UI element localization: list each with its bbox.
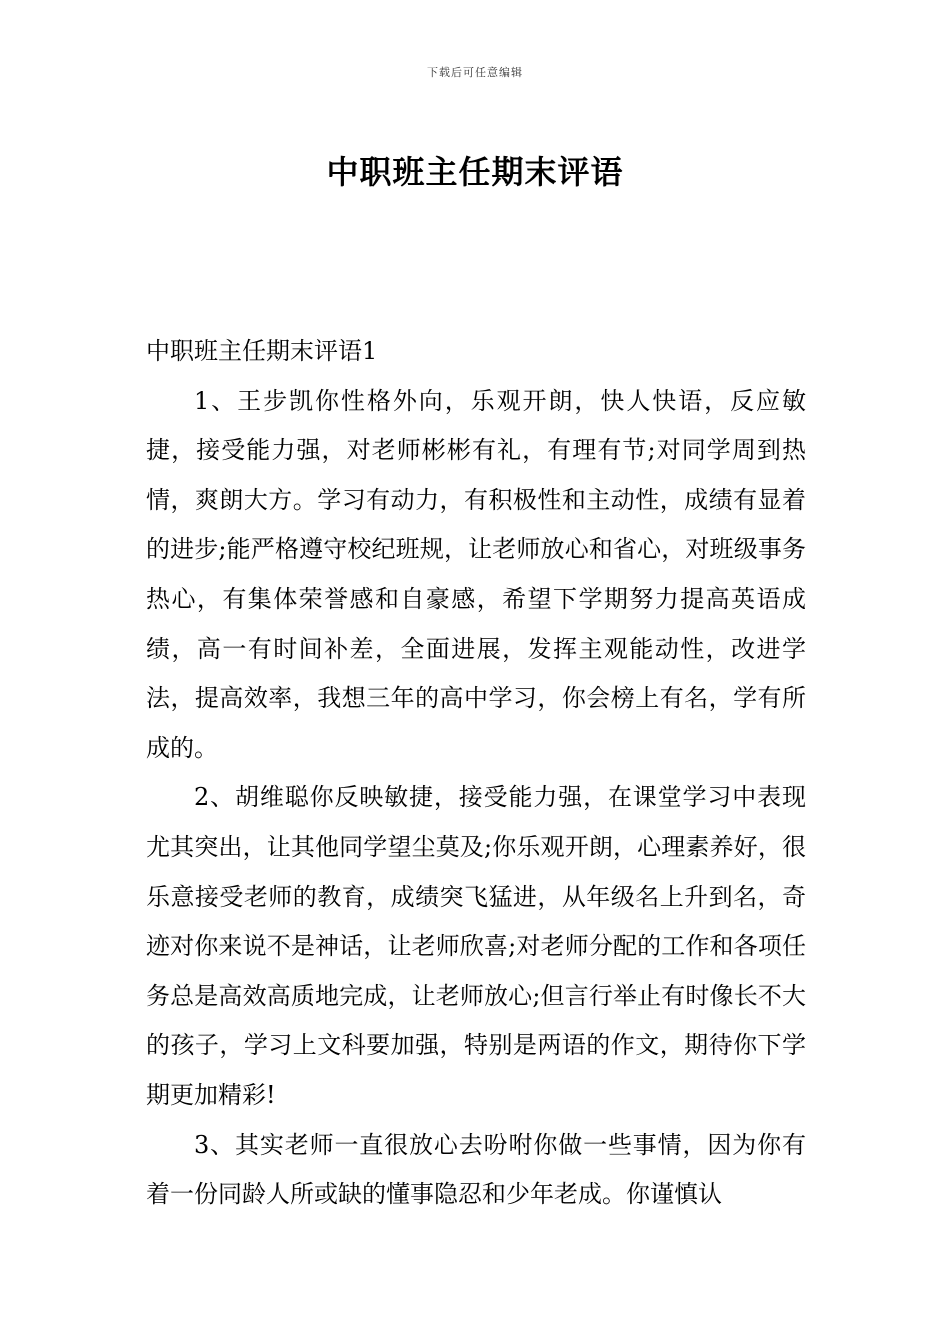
paragraph-2: 2、胡维聪你反映敏捷，接受能力强，在课堂学习中表现尤其突出，让其他同学望尘莫及;你乐观开朗，心理素养好，很乐意接受老师的教育，成绩突飞猛进，从年级名上升到名，奇迹对你来说不是神话，让老师欣喜;对老师分配的工作和各项任务总是高效高质地完成，让老师放心;但言行举止有时像长不大的孩子，学习上文科要加强，特别是两语的作文，期待你下学期更加精彩! [146, 783, 806, 1109]
paragraph-3: 3、其实老师一直很放心去吩咐你做一些事情，因为你有着一份同龄人所或缺的懂事隐忍和少年老成。你谨慎认 [146, 1130, 806, 1209]
document-body [146, 327, 806, 1220]
header-note: 下载后可任意编辑 [427, 66, 523, 79]
section-heading: 中职班主任期末评语1 [146, 337, 378, 365]
paragraph-1: 1、王步凯你性格外向，乐观开朗，快人快语，反应敏捷，接受能力强，对老师彬彬有礼，有理有节;对同学周到热情，爽朗大方。学习有动力，有积极性和主动性，成绩有显着的进步;能严格遵守校纪班规，让老师放心和省心，对班级事务热心，有集体荣誉感和自豪感，希望下学期努力提高英语成绩，高一有时间补差，全面进展，发挥主观能动性，改进学法，提高效率，我想三年的高中学习，你会榜上有名，学有所成的。 [146, 386, 806, 762]
document-title: 中职班主任期末评语 [326, 153, 624, 192]
